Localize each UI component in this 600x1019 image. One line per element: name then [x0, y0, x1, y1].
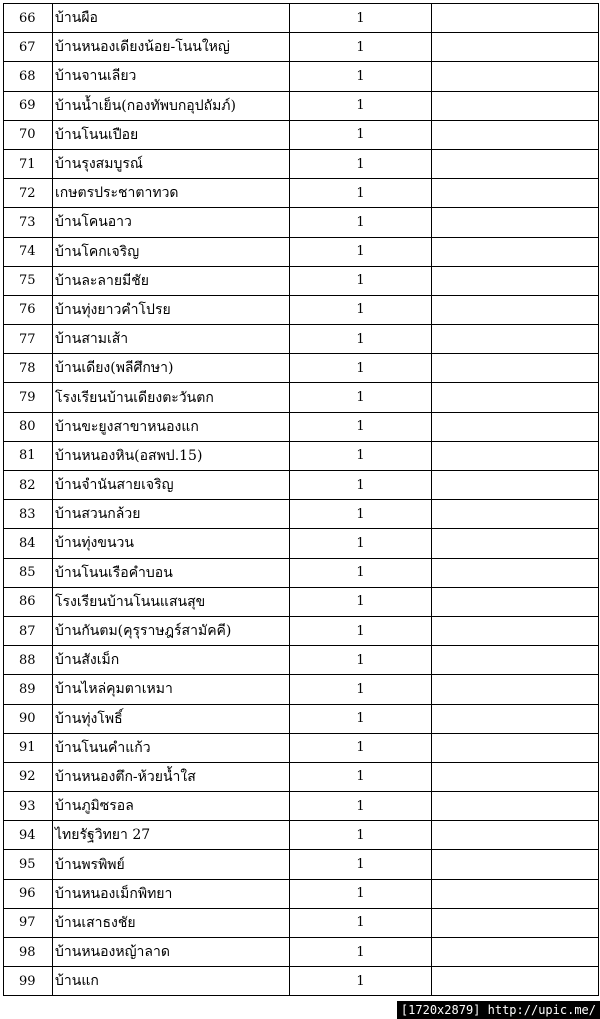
- remark-cell: [432, 938, 599, 967]
- school-name-cell: บ้านรุงสมบูรณ์: [53, 149, 290, 178]
- quantity-cell: 1: [290, 62, 432, 91]
- quantity-cell: 1: [290, 500, 432, 529]
- school-name-cell: บ้านหนองหญ้าลาด: [53, 938, 290, 967]
- quantity-cell: 1: [290, 120, 432, 149]
- table-row: [4, 208, 599, 237]
- school-name-cell: บ้านขะยูงสาขาหนองแก: [53, 412, 290, 441]
- remark-cell: [432, 500, 599, 529]
- remark-cell: [432, 733, 599, 762]
- row-number-cell: 95: [4, 850, 53, 879]
- table-row: [4, 558, 599, 587]
- remark-cell: [432, 587, 599, 616]
- remark-cell: [432, 4, 599, 33]
- school-name-cell: บ้านทุ่งโพธิ์: [53, 704, 290, 733]
- school-name-cell: บ้านโนนคำแก้ว: [53, 733, 290, 762]
- image-size-watermark: [1720x2879] http://upic.me/: [397, 1001, 600, 1019]
- row-number-cell: 78: [4, 354, 53, 383]
- quantity-cell: 1: [290, 762, 432, 791]
- table-row: [4, 529, 599, 558]
- table-row: [4, 325, 599, 354]
- row-number-cell: 90: [4, 704, 53, 733]
- row-number-cell: 86: [4, 587, 53, 616]
- remark-cell: [432, 412, 599, 441]
- quantity-cell: 1: [290, 266, 432, 295]
- table-row: [4, 675, 599, 704]
- school-name-cell: บ้านหนองเม็กพิทยา: [53, 879, 290, 908]
- quantity-cell: 1: [290, 325, 432, 354]
- row-number-cell: 72: [4, 179, 53, 208]
- schools-table: [3, 3, 599, 996]
- row-number-cell: 69: [4, 91, 53, 120]
- school-name-cell: บ้านสามเส้า: [53, 325, 290, 354]
- table-row: [4, 383, 599, 412]
- row-number-cell: 88: [4, 646, 53, 675]
- table-row: [4, 62, 599, 91]
- quantity-cell: 1: [290, 295, 432, 324]
- table-row: [4, 762, 599, 791]
- table-row: [4, 646, 599, 675]
- quantity-cell: 1: [290, 646, 432, 675]
- school-name-cell: เกษตรประชาตาทวด: [53, 179, 290, 208]
- remark-cell: [432, 792, 599, 821]
- table-row: [4, 500, 599, 529]
- row-number-cell: 79: [4, 383, 53, 412]
- quantity-cell: 1: [290, 704, 432, 733]
- quantity-cell: 1: [290, 441, 432, 470]
- school-name-cell: บ้านแก: [53, 967, 290, 996]
- table-row: [4, 821, 599, 850]
- school-name-cell: บ้านสวนกล้วย: [53, 500, 290, 529]
- row-number-cell: 74: [4, 237, 53, 266]
- school-name-cell: บ้านเดียง(พลีศึกษา): [53, 354, 290, 383]
- school-name-cell: บ้านทุ่งยาวคำโปรย: [53, 295, 290, 324]
- quantity-cell: 1: [290, 558, 432, 587]
- quantity-cell: 1: [290, 821, 432, 850]
- table-row: [4, 91, 599, 120]
- row-number-cell: 75: [4, 266, 53, 295]
- school-name-cell: ไทยรัฐวิทยา 27: [53, 821, 290, 850]
- row-number-cell: 82: [4, 471, 53, 500]
- quantity-cell: 1: [290, 4, 432, 33]
- row-number-cell: 85: [4, 558, 53, 587]
- quantity-cell: 1: [290, 733, 432, 762]
- row-number-cell: 94: [4, 821, 53, 850]
- quantity-cell: 1: [290, 879, 432, 908]
- school-name-cell: บ้านจานเลียว: [53, 62, 290, 91]
- row-number-cell: 66: [4, 4, 53, 33]
- school-name-cell: บ้านจำนันสายเจริญ: [53, 471, 290, 500]
- school-name-cell: บ้านน้ำเย็น(กองทัพบกอุปถัมภ์): [53, 91, 290, 120]
- remark-cell: [432, 762, 599, 791]
- row-number-cell: 71: [4, 149, 53, 178]
- table-row: [4, 704, 599, 733]
- school-name-cell: บ้านผือ: [53, 4, 290, 33]
- school-name-cell: โรงเรียนบ้านโนนแสนสุข: [53, 587, 290, 616]
- table-row: [4, 792, 599, 821]
- school-name-cell: บ้านพรพิพย์: [53, 850, 290, 879]
- table-row: [4, 179, 599, 208]
- remark-cell: [432, 295, 599, 324]
- row-number-cell: 81: [4, 441, 53, 470]
- remark-cell: [432, 62, 599, 91]
- row-number-cell: 99: [4, 967, 53, 996]
- quantity-cell: 1: [290, 208, 432, 237]
- table-row: [4, 149, 599, 178]
- remark-cell: [432, 471, 599, 500]
- row-number-cell: 89: [4, 675, 53, 704]
- quantity-cell: 1: [290, 938, 432, 967]
- row-number-cell: 83: [4, 500, 53, 529]
- quantity-cell: 1: [290, 149, 432, 178]
- remark-cell: [432, 354, 599, 383]
- school-name-cell: โรงเรียนบ้านเดียงตะวันตก: [53, 383, 290, 412]
- quantity-cell: 1: [290, 383, 432, 412]
- quantity-cell: 1: [290, 91, 432, 120]
- remark-cell: [432, 208, 599, 237]
- quantity-cell: 1: [290, 675, 432, 704]
- table-row: [4, 908, 599, 937]
- school-name-cell: บ้านโคกเจริญ: [53, 237, 290, 266]
- school-name-cell: บ้านไหล่คุมตาเหมา: [53, 675, 290, 704]
- remark-cell: [432, 908, 599, 937]
- table-row: [4, 587, 599, 616]
- quantity-cell: 1: [290, 908, 432, 937]
- quantity-cell: 1: [290, 587, 432, 616]
- school-name-cell: บ้านภูมิซรอล: [53, 792, 290, 821]
- quantity-cell: 1: [290, 850, 432, 879]
- table-row: [4, 850, 599, 879]
- table-row: [4, 938, 599, 967]
- table-row: [4, 441, 599, 470]
- remark-cell: [432, 646, 599, 675]
- school-name-cell: บ้านทุ่งขนวน: [53, 529, 290, 558]
- row-number-cell: 73: [4, 208, 53, 237]
- remark-cell: [432, 616, 599, 645]
- table-row: [4, 295, 599, 324]
- school-name-cell: บ้านหนองหิน(อสพป.15): [53, 441, 290, 470]
- table-row: [4, 879, 599, 908]
- row-number-cell: 84: [4, 529, 53, 558]
- quantity-cell: 1: [290, 237, 432, 266]
- school-name-cell: บ้านกันตม(คุรุราษฎร์สามัคคี): [53, 616, 290, 645]
- quantity-cell: 1: [290, 179, 432, 208]
- row-number-cell: 98: [4, 938, 53, 967]
- remark-cell: [432, 179, 599, 208]
- remark-cell: [432, 33, 599, 62]
- remark-cell: [432, 821, 599, 850]
- remark-cell: [432, 149, 599, 178]
- school-name-cell: บ้านละลายมีชัย: [53, 266, 290, 295]
- quantity-cell: 1: [290, 529, 432, 558]
- row-number-cell: 80: [4, 412, 53, 441]
- quantity-cell: 1: [290, 616, 432, 645]
- remark-cell: [432, 237, 599, 266]
- row-number-cell: 68: [4, 62, 53, 91]
- school-name-cell: บ้านเสาธงชัย: [53, 908, 290, 937]
- table-row: [4, 4, 599, 33]
- quantity-cell: 1: [290, 792, 432, 821]
- row-number-cell: 91: [4, 733, 53, 762]
- row-number-cell: 67: [4, 33, 53, 62]
- remark-cell: [432, 120, 599, 149]
- remark-cell: [432, 383, 599, 412]
- quantity-cell: 1: [290, 354, 432, 383]
- table-row: [4, 120, 599, 149]
- table-row: [4, 266, 599, 295]
- row-number-cell: 76: [4, 295, 53, 324]
- quantity-cell: 1: [290, 412, 432, 441]
- remark-cell: [432, 266, 599, 295]
- table-row: [4, 471, 599, 500]
- remark-cell: [432, 558, 599, 587]
- table-row: [4, 33, 599, 62]
- school-name-cell: บ้านหนองตึก-ห้วยน้ำใส: [53, 762, 290, 791]
- remark-cell: [432, 967, 599, 996]
- row-number-cell: 97: [4, 908, 53, 937]
- school-name-cell: บ้านสังเม็ก: [53, 646, 290, 675]
- table-row: [4, 354, 599, 383]
- row-number-cell: 92: [4, 762, 53, 791]
- school-name-cell: บ้านโนนเรือคำบอน: [53, 558, 290, 587]
- table-row: [4, 967, 599, 996]
- remark-cell: [432, 529, 599, 558]
- remark-cell: [432, 441, 599, 470]
- quantity-cell: 1: [290, 471, 432, 500]
- row-number-cell: 93: [4, 792, 53, 821]
- remark-cell: [432, 675, 599, 704]
- quantity-cell: 1: [290, 967, 432, 996]
- row-number-cell: 87: [4, 616, 53, 645]
- row-number-cell: 70: [4, 120, 53, 149]
- row-number-cell: 77: [4, 325, 53, 354]
- remark-cell: [432, 91, 599, 120]
- remark-cell: [432, 879, 599, 908]
- row-number-cell: 96: [4, 879, 53, 908]
- table-row: [4, 616, 599, 645]
- table-row: [4, 412, 599, 441]
- school-name-cell: บ้านโคนอาว: [53, 208, 290, 237]
- remark-cell: [432, 850, 599, 879]
- school-name-cell: บ้านโนนเปือย: [53, 120, 290, 149]
- school-name-cell: บ้านหนองเดียงน้อย-โนนใหญ่: [53, 33, 290, 62]
- table-row: [4, 237, 599, 266]
- remark-cell: [432, 704, 599, 733]
- quantity-cell: 1: [290, 33, 432, 62]
- table-row: [4, 733, 599, 762]
- remark-cell: [432, 325, 599, 354]
- table-body: [4, 4, 599, 996]
